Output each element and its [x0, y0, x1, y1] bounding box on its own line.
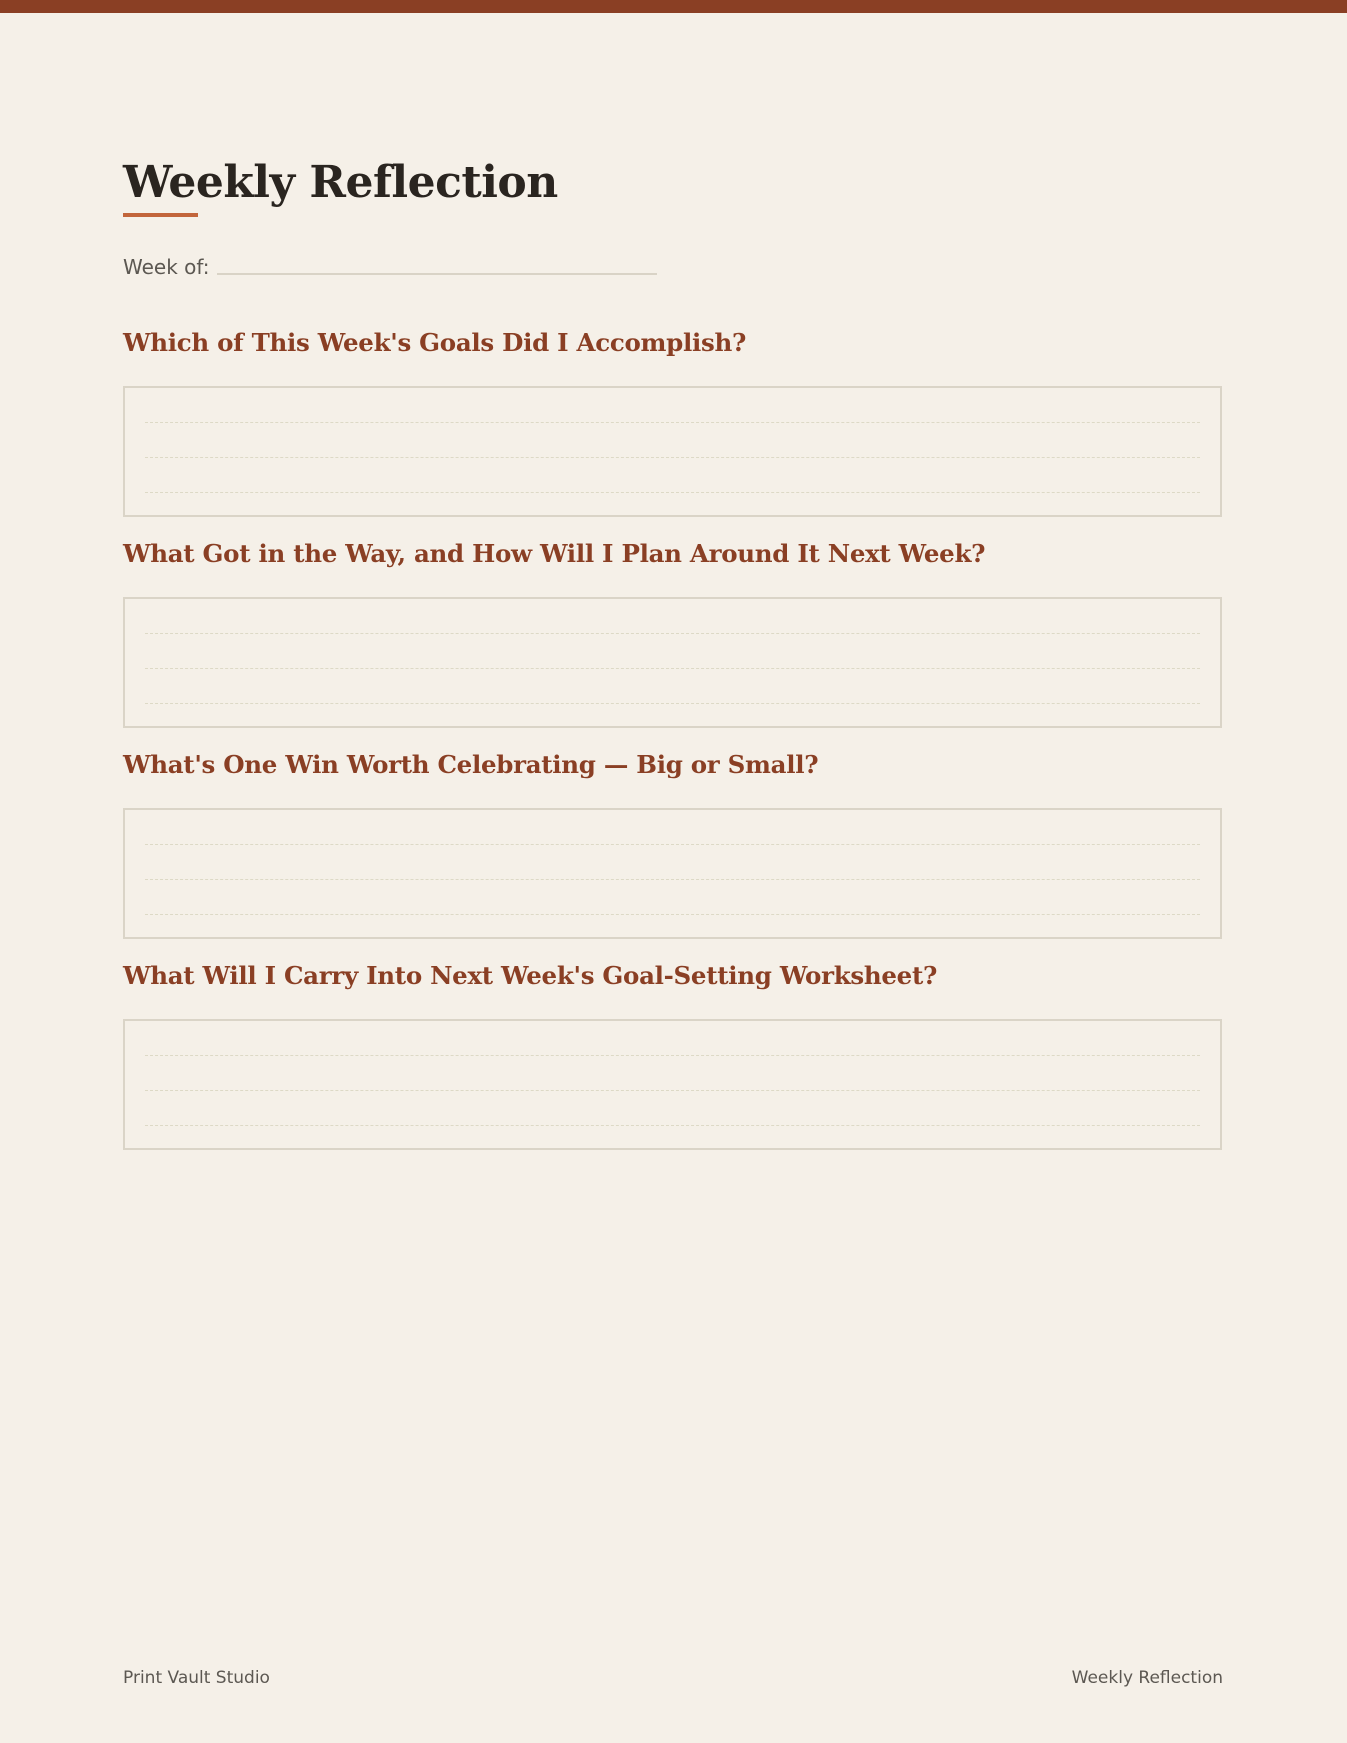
writing-line — [145, 457, 1200, 458]
footer-document-name: Weekly Reflection — [1071, 1668, 1223, 1688]
writing-line — [145, 844, 1200, 845]
writing-line — [145, 1090, 1200, 1091]
week-of-label: Week of: — [123, 255, 210, 279]
footer-brand: Print Vault Studio — [123, 1668, 270, 1688]
title-underline — [123, 213, 198, 217]
writing-line — [145, 914, 1200, 915]
week-of-row — [123, 252, 657, 282]
writing-line — [145, 668, 1200, 669]
top-color-bar — [0, 0, 1347, 13]
page-title: Weekly Reflection — [123, 157, 558, 208]
writing-line — [145, 703, 1200, 704]
section-heading-win: What's One Win Worth Celebrating — Big or Small? — [123, 750, 819, 779]
writing-box-carry-forward[interactable] — [123, 1019, 1222, 1150]
writing-line — [145, 1125, 1200, 1126]
week-of-input-line[interactable] — [217, 273, 657, 275]
writing-box-obstacles[interactable] — [123, 597, 1222, 728]
writing-box-win[interactable] — [123, 808, 1222, 939]
writing-line — [145, 492, 1200, 493]
writing-line — [145, 633, 1200, 634]
section-heading-carry-forward: What Will I Carry Into Next Week's Goal-Setting Worksheet? — [123, 961, 938, 990]
writing-line — [145, 1055, 1200, 1056]
section-heading-obstacles: What Got in the Way, and How Will I Plan Around It Next Week? — [123, 539, 986, 568]
writing-line — [145, 422, 1200, 423]
section-heading-goals-accomplished: Which of This Week's Goals Did I Accomplish? — [123, 328, 747, 357]
writing-box-goals-accomplished[interactable] — [123, 386, 1222, 517]
writing-line — [145, 879, 1200, 880]
